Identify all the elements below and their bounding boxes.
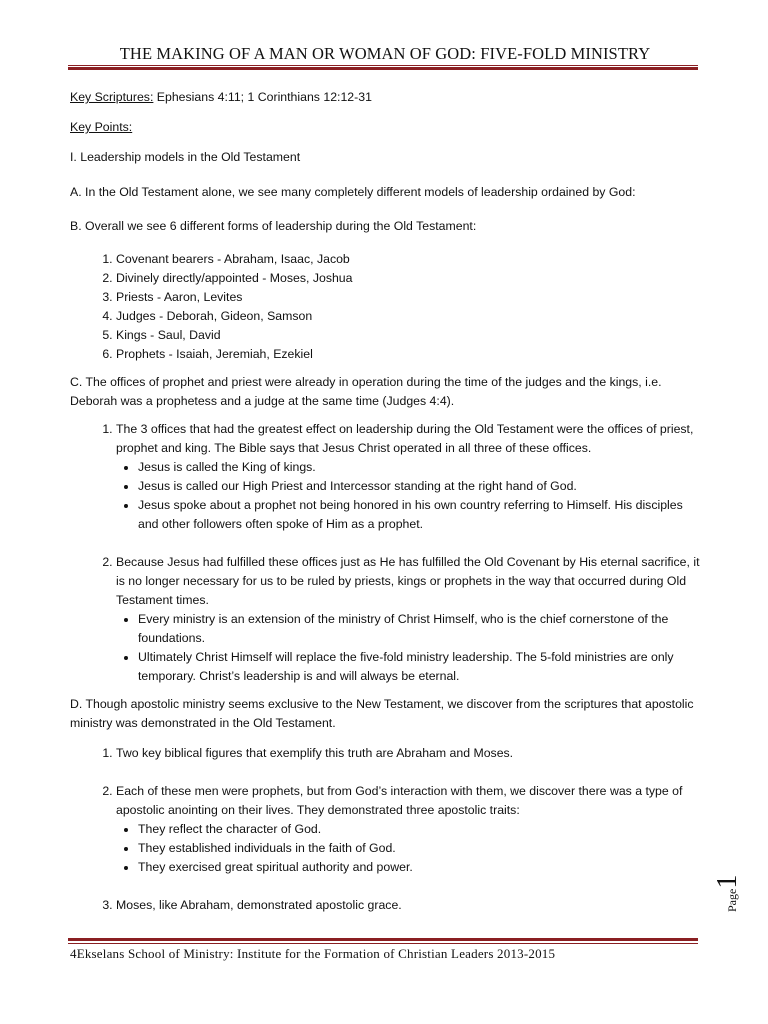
list-item [116,782,700,877]
list-item-text: The 3 offices that had the greatest effect on leadership during the Old Testament were the offices of priest, prophet and king. The Bible says that Jesus Christ operated in all three of these offices. [116,422,694,455]
bullet-item: • Ultimately Christ Himself will replace the five-fold ministry leadership. The 5-fold ministries are only temporary. Christ’s leadership is and will always be eternal. [138,648,700,686]
bullet-item: • They established individuals in the faith of God. [138,839,700,858]
bullet-item: • They reflect the character of God. [138,820,700,839]
paragraph-b: B. Overall we see 6 different forms of leadership during the Old Testament: [70,219,477,233]
document-title: THE MAKING OF A MAN OR WOMAN OF GOD: FIVE-FOLD MINISTRY [119,44,651,63]
bullet-item: • Every ministry is an extension of the ministry of Christ Himself, who is the chief cornerstone of the foundations. [138,610,700,648]
bullet-list [116,820,700,877]
header-rule-thick [68,67,698,70]
bullet-item: • They exercised great spiritual authority and power. [138,858,700,877]
section-heading: I. Leadership models in the Old Testament [70,150,301,164]
footer-rule-thin [68,943,698,944]
bullet-item: • Jesus is called our High Priest and Intercessor standing at the right hand of God. [138,477,700,496]
page-label: Page [725,888,739,912]
footer-rule-thick [68,938,698,941]
bullet-item: • Jesus spoke about a prophet not being honored in his own country referring to Himself. His disciples and other followers often spoke of Him as a prophet. [138,496,700,534]
bullet-list [116,610,700,686]
key-scriptures-label: Key Scriptures: [70,90,154,104]
list-item [116,420,700,534]
paragraph-c: C. The offices of prophet and priest were already in operation during the time of the judges and the kings, i.e. Deborah was a prophetess and a judge at the same time (Judges 4:4). [70,375,662,408]
key-points-heading: Key Points: [70,120,133,134]
list-item-text: Each of these men were prophets, but from God’s interaction with them, we discover there was a type of apostolic anointing on their lives. They demonstrated three apostolic traits: [116,784,683,817]
list-item: 5. Kings - Saul, David [116,326,700,345]
list-item: 1. Covenant bearers - Abraham, Isaac, Jacob [116,250,700,269]
document-body [70,88,700,915]
paragraph-d: D. Though apostolic ministry seems exclusive to the New Testament, we discover from the scriptures that apostolic ministry was demonstrated in the Old Testament. [70,697,694,730]
list-item: 4. Judges - Deborah, Gideon, Samson [116,307,700,326]
list-item: 2. Divinely directly/appointed - Moses, Joshua [116,269,700,288]
key-scriptures-line [70,88,700,107]
list-item: 3. Priests - Aaron, Levites [116,288,700,307]
list-item: 3. Moses, like Abraham, demonstrated apostolic grace. [116,896,700,915]
list-item: 1. Two key biblical figures that exemplify this truth are Abraham and Moses. [116,744,700,763]
d-list [70,744,700,915]
bullet-list [116,458,700,534]
header-rule-thin [68,65,698,66]
list-item [116,553,700,686]
page-number-value: 1 [712,874,743,889]
key-scriptures-text: Ephesians 4:11; 1 Corinthians 12:12-31 [153,90,372,104]
list-item-text: Because Jesus had fulfilled these offices just as He has fulfilled the Old Covenant by His eternal sacrifice, it is no longer necessary for us to be ruled by priests, kings or prophets in the way that occurred during Old Testament times. [116,555,700,607]
footer-text: 4Ekselans School of Ministry: Institute for the Formation of Christian Leaders 2013-2015 [70,946,556,961]
bullet-item: • Jesus is called the King of kings. [138,458,700,477]
page-number [712,852,743,912]
c-list [70,420,700,686]
list-item: 6. Prophets - Isaiah, Jeremiah, Ezekiel [116,345,700,364]
paragraph-a: A. In the Old Testament alone, we see many completely different models of leadership ordained by God: [70,185,636,199]
forms-list [70,250,700,364]
